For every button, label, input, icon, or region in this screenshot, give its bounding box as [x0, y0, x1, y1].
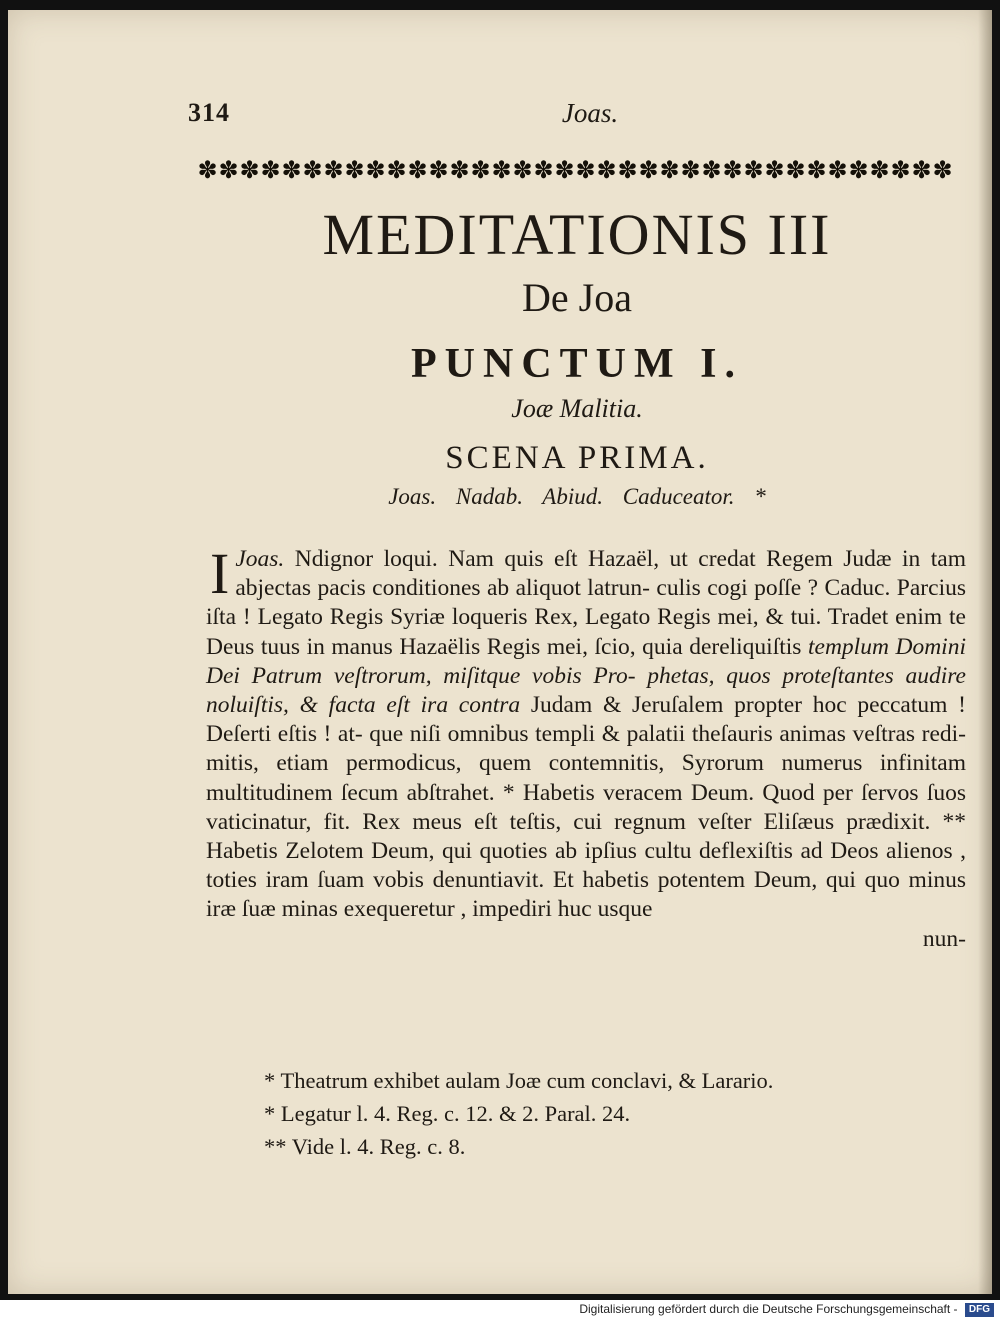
ornament-flower-icon: ✽: [932, 158, 951, 184]
text-line: Syriæ loqueris Rex, Legato Regis mei, & tui. Tradet enim te: [390, 604, 966, 631]
footnote: ** Vide l. 4. Reg. c. 8.: [264, 1134, 466, 1159]
text-line: phetas, quos proteſtantes audire noluiſtis, & facta eſt ira contra: [206, 662, 966, 719]
ornament-flower-icon: ✽: [428, 158, 447, 184]
ornament-flower-icon: ✽: [764, 158, 783, 184]
ornament-flower-icon: ✽: [407, 158, 426, 184]
ornament-flower-icon: ✽: [491, 158, 510, 184]
text-line: toties iram ſuam vobis denuntiavit. Et habetis potentem Deum,: [206, 867, 826, 894]
ornament-flower-icon: ✽: [449, 158, 468, 184]
text-line: Ndignor loqui. Nam quis eſt Hazaël, ut credat Regem: [294, 546, 844, 572]
footnotes: [264, 1064, 964, 1163]
scene-title: SCENA PRIMA.: [445, 440, 709, 476]
drop-capital: I: [210, 541, 230, 606]
ornament-flower-icon: ✽: [260, 158, 279, 184]
text-line: Deum, qui quoties ab ipſius cultu deflexiſtis ad Deos alienos ,: [371, 838, 966, 865]
ornament-flower-icon: ✽: [218, 158, 237, 184]
ornament-flower-icon: ✽: [302, 158, 321, 184]
ornament-flower-icon: ✽: [344, 158, 363, 184]
ornament-flower-icon: ✽: [638, 158, 657, 184]
ornament-flower-icon: ✽: [617, 158, 636, 184]
dfg-logo[interactable]: DFG: [965, 1303, 994, 1317]
ornament-flower-icon: ✽: [785, 158, 804, 184]
text-line: Deum. Quod per ſervos ſuos vaticinatur, fit. Rex meus eſt: [206, 779, 966, 835]
cast-list: Joas. Nadab. Abiud. Caduceator. *: [388, 484, 766, 509]
ornament-flower-icon: ✽: [827, 158, 846, 184]
ornament-flower-icon: ✽: [239, 158, 258, 184]
text-line: que niſi omnibus templi & palatii theſauris animas veſtras redi-: [369, 721, 966, 748]
ornament-flower-icon: ✽: [533, 158, 552, 184]
dialogue-paragraph: [206, 541, 967, 925]
text-line: infinitam multitudinem ſecum abſtrahet. * Habetis veracem: [206, 750, 966, 806]
main-text: [206, 541, 967, 954]
ornament-flower-icon: ✽: [890, 158, 909, 184]
ornament-flower-icon: ✽: [386, 158, 405, 184]
speaker-name: Joas.: [235, 546, 285, 572]
ornament-flower-icon: ✽: [806, 158, 825, 184]
ornament-flower-icon: ✽: [596, 158, 615, 184]
footnote: * Legatur l. 4. Reg. c. 12. & 2. Paral. 24.: [264, 1101, 631, 1126]
ornament-flower-icon: ✽: [869, 158, 888, 184]
text-line: culis cogi poſſe ? Caduc. Parcius iſta ! Legato Regis: [206, 575, 966, 631]
ornament-flower-icon: ✽: [281, 158, 300, 184]
section-title: PUNCTUM I.: [411, 341, 743, 387]
ornament-flower-icon: ✽: [197, 158, 216, 184]
ornament-flower-icon: ✽: [848, 158, 867, 184]
ornamental-rule: [196, 158, 958, 184]
ornament-flower-icon: ✽: [512, 158, 531, 184]
digitization-credit: [0, 1300, 1000, 1319]
title-block: [196, 200, 958, 514]
ornament-flower-icon: ✽: [470, 158, 489, 184]
page-number: 314: [188, 98, 230, 127]
running-title: Joas.: [561, 98, 619, 128]
ornament-flower-icon: ✽: [680, 158, 699, 184]
section-subtitle: Joæ Malitia.: [511, 394, 643, 423]
text-line: templum Domini Dei Patrum veſtrorum, miſitque vobis Pro-: [206, 633, 966, 689]
text-line: mitis, etiam permodicus, quem contemnitis, Syrorum numerus: [206, 750, 880, 777]
ornament-flower-icon: ✽: [365, 158, 384, 184]
text-line: Deus tuus in manus Hazaëlis Regis mei, ſcio, quia dereliquiſtis: [206, 633, 808, 660]
ornament-flower-icon: ✽: [659, 158, 678, 184]
ornament-flower-icon: ✽: [575, 158, 594, 184]
text-line: Judam & Jeruſalem propter hoc peccatum ! Deſerti eſtis ! at-: [206, 692, 966, 748]
credit-text: Digitalisierung gefördert durch die Deutsche Forschungsgemeinschaft -: [579, 1302, 958, 1316]
footnote: * Theatrum exhibet aulam Joæ cum conclavi, & Larario.: [264, 1068, 774, 1093]
ornament-flower-icon: ✽: [554, 158, 573, 184]
page-edge-shadow: [978, 10, 992, 1294]
chapter-subtitle: De Joa: [522, 275, 632, 320]
ornament-flower-icon: ✽: [722, 158, 741, 184]
ornament-flower-icon: ✽: [911, 158, 930, 184]
catchword: nun-: [922, 925, 966, 952]
book-page: [8, 10, 992, 1294]
running-head: [188, 98, 952, 138]
text-line: Judæ in tam abjectas pacis conditiones ab aliquot latrun-: [235, 546, 967, 602]
ornament-flower-icon: ✽: [323, 158, 342, 184]
text-line: teſtis, cui regnum veſter Eliſæus prædixit. ** Habetis Zelotem: [206, 808, 967, 865]
ornament-flower-icon: ✽: [743, 158, 762, 184]
text-line: qui quo minus iræ ſuæ minas exequeretur , impediri huc usque: [206, 867, 966, 923]
ornament-flower-icon: ✽: [701, 158, 720, 184]
chapter-title: MEDITATIONIS III: [322, 202, 832, 267]
